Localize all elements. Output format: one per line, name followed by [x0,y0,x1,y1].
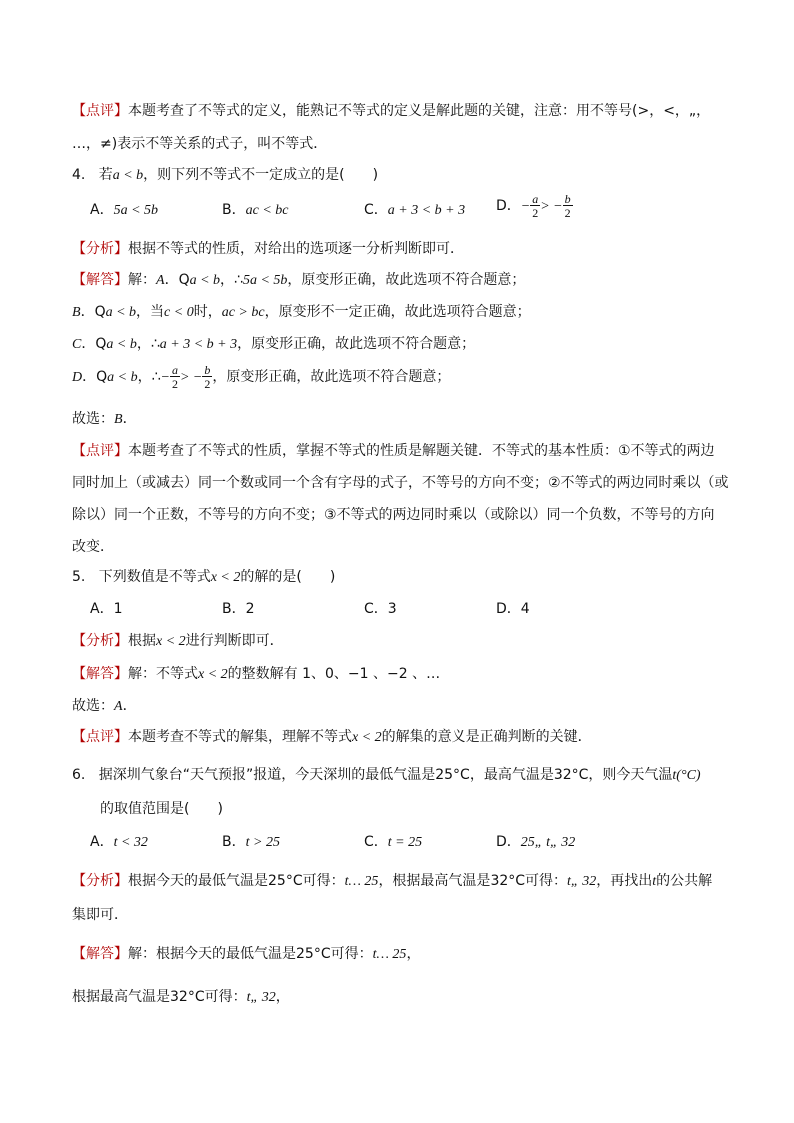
answer-math: c < 0 [164,305,194,320]
analysis-text: ，再找出 [596,873,653,889]
stem-text: 若 [98,167,113,183]
q6-option-b [222,832,280,853]
answer-tag: 【解答】 [72,272,128,288]
option-letter: C． [364,202,388,218]
q5-option-b [222,599,255,619]
option-letter: D． [496,601,521,617]
q4-comment-line-1 [72,441,715,461]
option-math: > − [540,199,563,214]
q6-option-c [364,832,422,853]
denominator: 2 [564,206,571,220]
low-temperature: 25°C [435,767,470,783]
answer-math: a + 3 < b + 3 [159,337,238,352]
fraction [202,364,212,390]
comment-text: 除以）同一个正数，不等号的方向不变；③不等式的两边同时乘以（或除以）同一个负数，不等号的方向 [72,507,715,523]
q3-comment-line-1 [72,101,710,121]
answer-letter: B [72,305,81,320]
stem-text: 的取值范围是( ) [100,801,223,817]
q4-answer-c [72,334,475,355]
analysis-text: 进行判断即可． [185,633,284,649]
answer-math: ac > bc [221,305,265,320]
answer-text: 时， [193,304,222,320]
answer-text: 解：不等式 [128,666,198,682]
high-temperature: 32°C [490,873,526,889]
answer-tag: 【解答】 [72,666,128,682]
numerator: a [171,363,178,377]
because-symbol: Q [95,336,107,352]
q5-choice [72,696,137,717]
answer-math: > − [179,370,203,385]
answer-text: ． [164,272,179,288]
answer-text: ，原变形正确，故此选项不符合题意； [287,272,526,288]
q4-comment-line-3 [72,505,715,525]
option-math: a + 3 < b + 3 [387,203,466,218]
because-symbol: Q [94,304,106,320]
q3-comment-line-2 [72,134,327,154]
answer-math: a < b [106,337,137,352]
question-number: 5. [72,569,86,585]
option-value: 2 [245,601,255,617]
option-letter: B． [222,601,246,617]
answer-text: 解：根据今天的最低气温是 [128,946,296,962]
analysis-math: t… 25 [344,874,379,889]
high-temperature: 32°C [553,767,589,783]
q4-option-c [364,200,465,221]
analysis-text: ，根据最高气温是 [378,873,491,889]
question-number: 6. [72,767,86,783]
answer-text: ，原变形正确，故此选项不符合题意； [212,369,451,385]
q4-answer-b [72,302,531,323]
q5-stem [72,567,335,588]
option-letter: C． [364,601,388,617]
stem-text: ，则今天气温 [588,767,673,783]
option-value: 4 [520,601,530,617]
answer-text: 的整数解有 1、0、−1 、−2 、… [227,666,441,682]
comment-text: 同时加上（或减去）同一个数或同一个含有字母的式子，不等号的方向不变；②不等式的两边同时乘以（或 [72,475,729,491]
answer-letter: C [72,337,82,352]
high-temperature: 32°C [170,989,205,1005]
fraction [530,193,540,219]
option-math: 25„ t„ 32 [520,835,576,850]
answer-text: ，当 [136,304,165,320]
q5-option-c [364,599,397,619]
stem-math: x < 2 [210,570,241,585]
q4-option-b [222,200,288,221]
answer-math: a < b [105,305,137,320]
choice-text: ． [122,698,137,714]
option-math: t = 25 [387,835,423,850]
analysis-math: t„ 32 [567,874,597,889]
answer-math: t… 25 [372,947,407,962]
answer-text: 可得： [204,989,247,1005]
stem-text: 据深圳气象台“天气预报”报道，今天深圳的最低气温是 [98,767,436,783]
therefore-symbol: ，∴ [137,369,161,385]
q5-analysis [72,631,284,652]
answer-math: 5a < 5b [242,273,288,288]
answer-math: − [160,370,170,385]
option-letter: C． [364,834,388,850]
answer-tag: 【解答】 [72,946,128,962]
analysis-math: x < 2 [156,634,186,649]
answer-text: ． [81,336,96,352]
answer-text: 根据最高气温是 [72,989,170,1005]
stem-text: 下列数值是不等式 [98,569,211,585]
answer-text: ， [406,946,421,962]
comment-math: x < 2 [352,730,382,745]
because-symbol: Q [96,369,108,385]
answer-math: a < b [107,370,138,385]
stem-text: ，最高气温是 [469,767,554,783]
analysis-tag: 【分析】 [72,633,128,649]
q6-option-d [496,832,575,853]
q4-answer-a [72,270,525,291]
fraction [170,364,180,390]
analysis-text: 根据不等式的性质，对给出的选项逐一分析判断即可． [128,241,464,257]
analysis-text: 可得： [525,873,568,889]
q4-comment-line-2 [72,473,729,493]
answer-letter: A [156,273,165,288]
comment-text: 本题考查不等式的解集，理解不等式 [128,729,352,745]
therefore-symbol: ，∴ [220,272,243,288]
choice-letter: B [114,412,123,427]
option-letter: A． [90,834,114,850]
q6-analysis-line-2 [72,905,128,925]
answer-text: ． [80,304,95,320]
q6-analysis-line-1 [72,871,712,892]
q4-answer-d [72,364,450,390]
q6-stem-line-1 [72,765,701,786]
option-letter: B． [222,834,246,850]
stem-text: 的解的是( ) [240,569,336,585]
comment-text: 改变． [72,539,114,555]
q6-stem-line-2 [100,799,223,819]
therefore-symbol: ，∴ [136,336,160,352]
option-math: t > 25 [245,835,280,850]
fraction [563,193,573,219]
comment-text: 本题考查了不等式的定义，能熟记不等式的定义是解此题的关键，注意：用不等号(>，<，„， [128,103,711,119]
stem-math: t(°C) [672,768,701,783]
q4-stem [72,165,378,186]
answer-text: 解： [128,272,156,288]
answer-math: t„ 32 [246,990,276,1005]
option-letter: D． [496,198,521,214]
option-value: 3 [387,601,397,617]
answer-letter: D [72,370,83,385]
numerator: a [532,192,539,206]
q5-option-a [90,599,123,619]
q4-analysis [72,239,464,259]
answer-text: ． [82,369,97,385]
q4-option-a [90,200,158,221]
answer-text: ， [275,989,290,1005]
comment-text: …，≠)表示不等关系的式子，叫不等式． [72,136,328,152]
comment-tag: 【点评】 [72,729,128,745]
comment-text: 本题考查了不等式的性质，掌握不等式的性质是解题关键．不等式的基本性质：①不等式的两边 [128,443,715,459]
q5-option-d [496,599,530,619]
numerator: b [204,363,211,377]
analysis-text: 根据 [128,633,156,649]
q4-choice [72,409,137,430]
option-letter: B． [222,202,246,218]
option-math: ac < bc [245,203,289,218]
choice-text: 故选： [72,698,114,714]
option-letter: D． [496,834,521,850]
analysis-tag: 【分析】 [72,873,128,889]
answer-text: ，原变形不一定正确，故此选项符合题意； [264,304,531,320]
denominator: 2 [204,377,211,391]
answer-math: a < b [189,273,221,288]
stem-math: a < b [112,168,144,183]
option-math: t < 32 [113,835,148,850]
because-symbol: Q [178,272,190,288]
answer-text: 可得： [330,946,373,962]
choice-text: ． [122,411,137,427]
comment-text: 的解集的意义是正确判断的关键． [381,729,592,745]
q6-answer-line-1 [72,944,420,965]
stem-text: ，则下列不等式不一定成立的是( ) [143,167,379,183]
option-math: 5a < 5b [113,203,159,218]
analysis-tag: 【分析】 [72,241,128,257]
q4-comment-line-4 [72,537,114,557]
analysis-math: t [652,874,657,889]
question-number: 4. [72,167,86,183]
q6-option-a [90,832,148,853]
q5-comment [72,727,592,748]
denominator: 2 [171,377,178,391]
q5-answer [72,664,440,685]
choice-letter: A [114,699,123,714]
analysis-text: 可得： [302,873,345,889]
answer-math: x < 2 [198,667,228,682]
q4-option-d [496,193,573,219]
analysis-text: 的公共解 [656,873,713,889]
comment-tag: 【点评】 [72,103,128,119]
low-temperature: 25°C [296,946,331,962]
low-temperature: 25°C [268,873,303,889]
denominator: 2 [532,206,539,220]
answer-text: ，原变形正确，故此选项不符合题意； [237,336,476,352]
analysis-text: 根据今天的最低气温是 [128,873,268,889]
option-letter: A． [90,202,114,218]
option-letter: A． [90,601,114,617]
option-value: 1 [113,601,123,617]
choice-text: 故选： [72,411,114,427]
comment-tag: 【点评】 [72,443,128,459]
numerator: b [564,192,571,206]
q6-answer-line-2 [72,987,290,1008]
analysis-text: 集即可． [72,907,128,923]
option-math: − [520,199,531,214]
